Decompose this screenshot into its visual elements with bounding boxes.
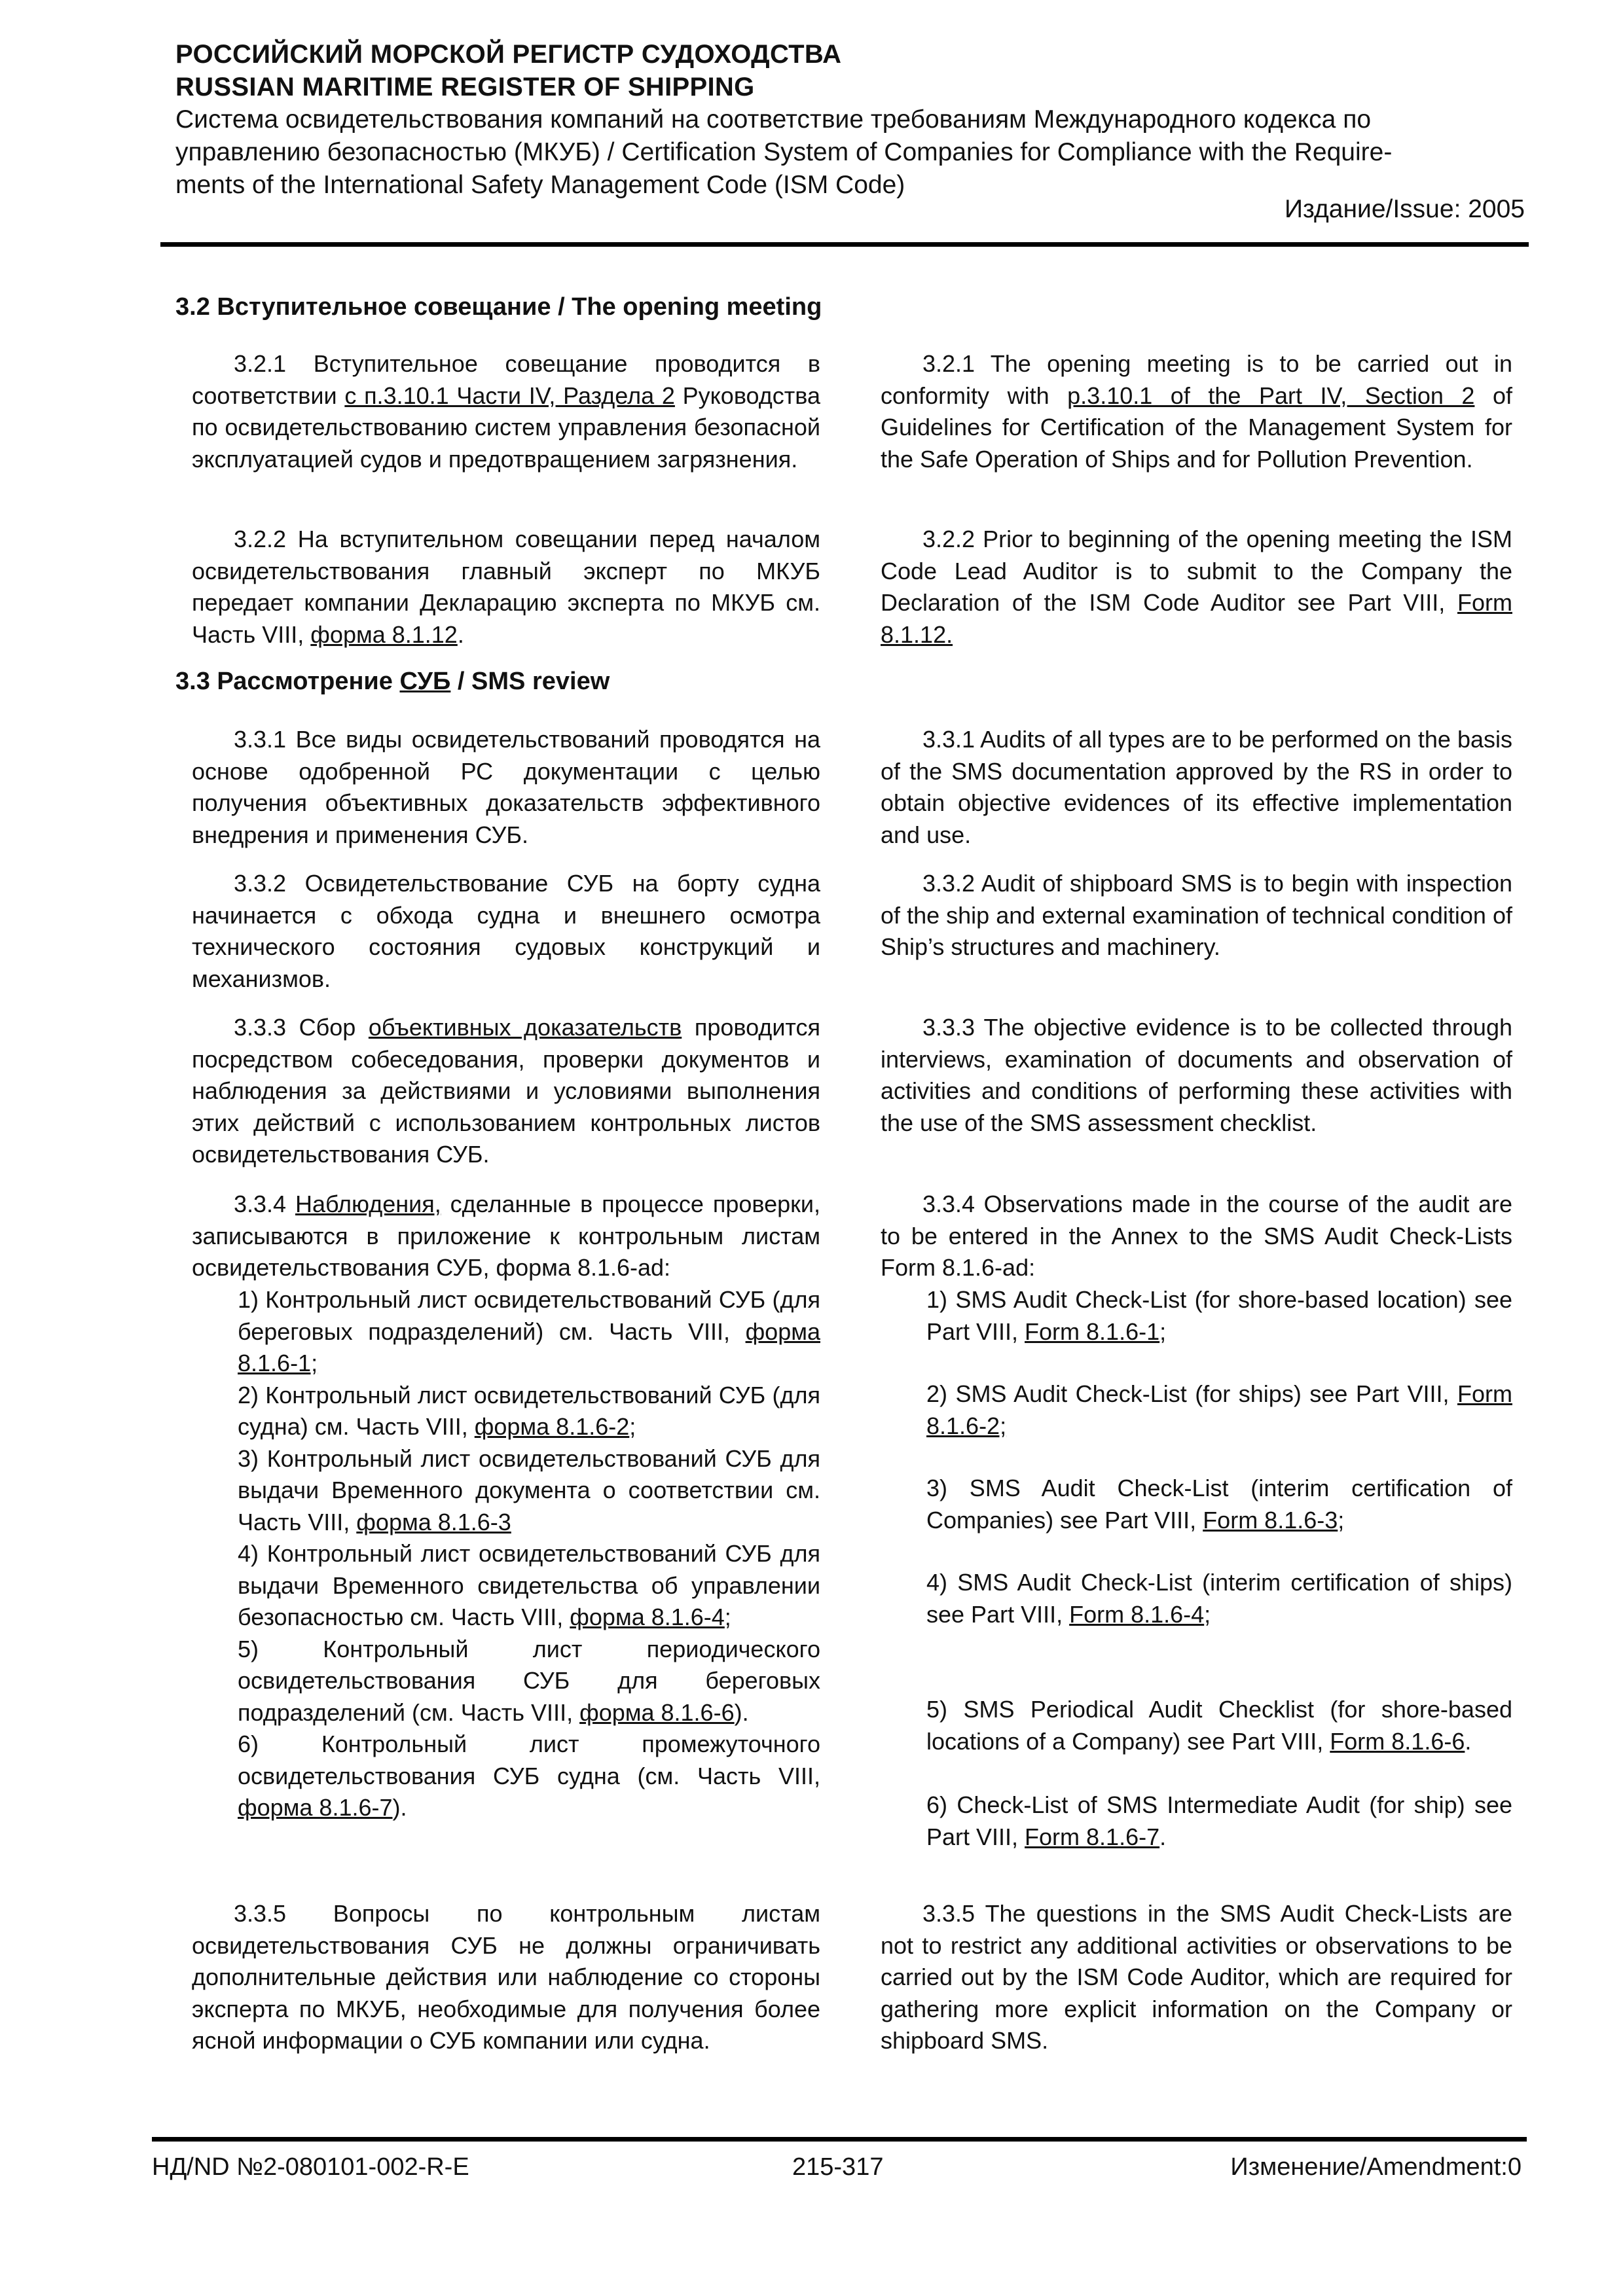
reference-link[interactable]: с п.3.10.1 Части IV, Раздела 2: [344, 382, 675, 409]
section-3-2-heading: 3.2 Вступительное совещание / The opening meeting: [175, 293, 822, 321]
text: 3.3.5 The questions in the SMS Audit Check-Lists are not to restrict any additional activities or observations to be carried out by the ISM Code Auditor, which are required for gathering more explicit information on the Company or shipboard SMS.: [881, 1900, 1512, 2054]
text: сделанные в процессе проверки, записываются в приложение к контрольным листам освидетельствования СУБ, форма 8.1.6-ad:: [192, 1191, 820, 1281]
text: ;: [1204, 1600, 1211, 1628]
checklist-item-6-en: [881, 1789, 1512, 1853]
page-number: 215-317: [792, 2153, 884, 2181]
para-3-2-2-ru: [192, 524, 820, 651]
text: / SMS review: [450, 668, 610, 695]
system-title-line-3: ments of the International Safety Management Code (ISM Code): [175, 171, 905, 199]
text: Руководства по освидетельствованию систем управления безопасной эксплуатацией судов и предотвращением загрязнения.: [192, 382, 821, 473]
reference-link[interactable]: p.3.10.1 of the Part IV, Section 2: [1067, 382, 1475, 409]
para-3-2-1-en: [881, 348, 1512, 475]
text: .: [457, 620, 464, 648]
text: 2) Контрольный лист освидетельствований СУБ (для судна) см. Часть VIII,: [238, 1381, 820, 1440]
form-link[interactable]: Form 8.1.6-1: [1025, 1318, 1160, 1345]
text: 6) Check-List of SMS Intermediate Audit (for ship) see Part VIII,: [926, 1791, 1512, 1850]
system-title-line-1: Система освидетельствования компаний на соответствие требованиям Международного кодекса по: [175, 105, 1372, 134]
para-3-3-1-en: [881, 724, 1512, 851]
system-title-line-2: управлению безопасностью (МКУБ) / Certification System of Companies for Compliance with the Require-: [175, 138, 1393, 166]
list-item: [192, 1380, 820, 1443]
form-link[interactable]: форма 8.1.6-3: [356, 1508, 511, 1535]
text: ).: [392, 1794, 407, 1821]
section-3-3-heading: [175, 668, 610, 696]
text: .: [1159, 1823, 1167, 1850]
text: 3.3.3 Сбор: [234, 1014, 369, 1041]
text: 3.3.4 Observations made in the course of the audit are to be entered in the Annex to the SMS Audit Check-Lists Form 8.1.6-ad:: [881, 1191, 1512, 1281]
para-3-3-5-ru: [192, 1898, 820, 2057]
text: ).: [734, 1698, 749, 1726]
para-3-2-1-ru: [192, 348, 820, 475]
list-item: [192, 1538, 820, 1634]
document-header: [175, 38, 1524, 202]
para-3-3-3-en: [881, 1012, 1512, 1139]
issue-label: Издание/Issue: 2005: [1285, 195, 1525, 223]
footer-divider: [152, 2137, 1527, 2142]
text: 3.2.1 The opening meeting is to be carried out in conformity with: [881, 350, 1512, 409]
text: 3.2.2 На вступительном совещании перед началом освидетельствования главный эксперт по МКУБ передает компании Декларацию эксперта по МКУБ см. Часть VIII,: [192, 526, 820, 648]
checklist-list-ru: [192, 1284, 820, 1824]
list-item: [192, 1729, 820, 1824]
form-link[interactable]: форма 8.1.6-1;: [238, 1318, 820, 1376]
text: 3.3.1 Все виды освидетельствований проводятся на основе одобренной РС документации с целью получения объективных доказательств эффективного внедрения и применения СУБ.: [192, 726, 820, 848]
text: 1) Контрольный лист освидетельствований СУБ (для береговых подразделений) см. Часть VIII,: [238, 1286, 820, 1345]
para-3-2-2-en: [881, 524, 1512, 651]
para-3-3-1-ru: [192, 724, 820, 851]
para-3-3-4-en: [881, 1189, 1512, 1284]
form-link[interactable]: Form 8.1.6-4: [1069, 1600, 1205, 1628]
form-link[interactable]: форма 8.1.6-7: [238, 1794, 393, 1821]
checklist-item-3-en: [881, 1473, 1512, 1536]
para-3-3-5-en: [881, 1898, 1512, 2057]
text: 3.3.1 Audits of all types are to be performed on the basis of the SMS documentation approved by the RS in order to obtain objective evidences of its effective implementation and use.: [881, 726, 1512, 848]
doc-number: НД/ND №2-080101-002-R-E: [152, 2153, 469, 2181]
reference-link[interactable]: форма 8.1.12: [310, 620, 458, 648]
text: 3) Контрольный лист освидетельствований СУБ для выдачи Временного документа о соответствии см. Часть VIII,: [238, 1444, 820, 1535]
text: 4) Контрольный лист освидетельствований СУБ для выдачи Временного свидетельства об управлении безопасностью см. Часть VIII,: [238, 1540, 820, 1630]
checklist-item-2-en: [881, 1378, 1512, 1442]
text: 5) SMS Periodical Audit Checklist (for shore-based locations of a Company) see Part VIII,: [926, 1696, 1512, 1755]
text: .: [1465, 1727, 1472, 1755]
text: 6) Контрольный лист промежуточного освидетельствования СУБ судна (см. Часть VIII,: [238, 1731, 820, 1789]
amendment-label: Изменение/Amendment:0: [1230, 2153, 1522, 2181]
form-link[interactable]: форма 8.1.6-4: [570, 1604, 725, 1630]
register-title-en: RUSSIAN MARITIME REGISTER OF SHIPPING: [175, 73, 755, 101]
text: ;: [724, 1604, 731, 1630]
form-link[interactable]: Form 8.1.6-2;: [926, 1380, 1512, 1439]
checklist-item-1-en: [881, 1284, 1512, 1348]
register-title-ru: РОССИЙСКИЙ МОРСКОЙ РЕГИСТР СУДОХОДСТВА: [175, 40, 842, 69]
list-item: [192, 1443, 820, 1539]
text: 3) SMS Audit Check-List (interim certification of Companies) see Part VIII,: [926, 1475, 1512, 1534]
text: СУБ: [399, 668, 451, 695]
text: Наблюдения,: [295, 1191, 441, 1217]
text: 3.3.5 Вопросы по контрольным листам освидетельствования СУБ не должны ограничивать дополнительные действия или наблюдение со стороны эксперта по МКУБ, необходимые для получения более ясной информации о СУБ компании или судна.: [192, 1900, 820, 2054]
header-divider: [160, 242, 1529, 247]
text: 3.3.3 The objective evidence is to be collected through interviews, examination of documents and observation of activities and conditions of performing these activities with the use of the SMS assessment checklist.: [881, 1014, 1512, 1136]
para-3-3-4-ru: [192, 1189, 820, 1284]
text: ;: [629, 1413, 636, 1440]
para-3-3-2-en: [881, 868, 1512, 963]
text: 2) SMS Audit Check-List (for ships) see Part VIII,: [926, 1380, 1457, 1407]
text: 4) SMS Audit Check-List (interim certification of ships) see Part VIII,: [926, 1569, 1512, 1628]
text: 3.3.4: [234, 1191, 295, 1217]
list-item: [192, 1284, 820, 1380]
text: 3.3.2 Освидетельствование СУБ на борту судна начинается с обхода судна и внешнего осмотра технического состояния судовых конструкций и механизмов.: [192, 870, 820, 992]
form-link[interactable]: Form 8.1.6-7: [1025, 1823, 1160, 1850]
checklist-item-5-en: [881, 1694, 1512, 1757]
form-link[interactable]: форма 8.1.6-2: [474, 1413, 630, 1440]
text: 3.3.2 Audit of shipboard SMS is to begin with inspection of the ship and external examination of technical condition of Ship’s structures and machinery.: [881, 870, 1512, 960]
form-link[interactable]: Form 8.1.6-3: [1203, 1506, 1338, 1534]
para-3-3-3-ru: [192, 1012, 820, 1171]
text: проводится посредством собеседования, проверки документов и наблюдения за действиями и условиями выполнения этих действий с использованием контрольных листов освидетельствования СУБ.: [192, 1014, 820, 1168]
text: 3.3 Рассмотрение: [175, 668, 400, 695]
text: 5) Контрольный лист периодического освидетельствования СУБ для береговых подразделений (см. Часть VIII,: [238, 1635, 820, 1726]
para-3-3-2-ru: [192, 868, 820, 995]
text: 1) SMS Audit Check-List (for shore-based location) see Part VIII,: [926, 1286, 1512, 1345]
text: 3.2.1 Вступительное совещание проводится в соответствии: [192, 350, 820, 409]
checklist-item-4-en: [881, 1567, 1512, 1630]
form-link[interactable]: Form 8.1.6-6: [1330, 1727, 1465, 1755]
text: ;: [1159, 1318, 1167, 1345]
reference-link[interactable]: Form 8.1.12.: [881, 589, 1512, 648]
text: 3.2.2 Prior to beginning of the opening meeting the ISM Code Lead Auditor is to submit to the Company the Declaration of the ISM Code Auditor see Part VIII,: [881, 526, 1512, 616]
text: of Guidelines for Certification of the Management System for the Safe Operation of Ships and for Pollution Prevention.: [881, 382, 1512, 473]
text: ;: [1338, 1506, 1345, 1534]
form-link[interactable]: форма 8.1.6-6: [579, 1698, 735, 1726]
text: объективных доказательств: [368, 1014, 682, 1041]
list-item: [192, 1634, 820, 1729]
